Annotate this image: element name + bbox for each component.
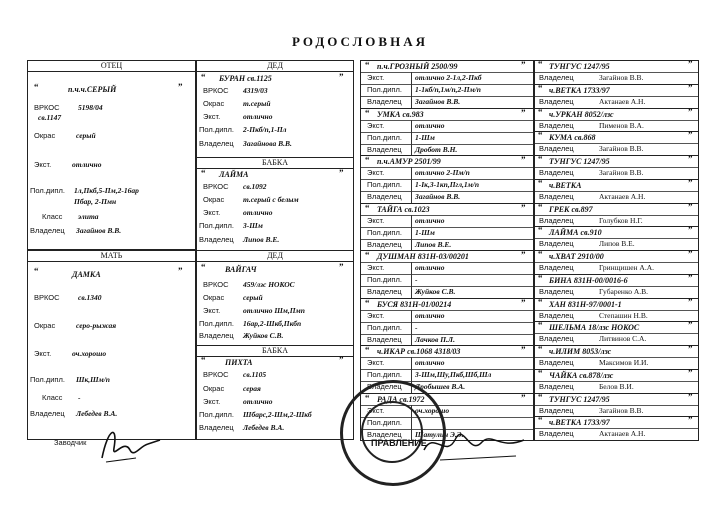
father-owner: Загайнов В.В. [76,226,122,235]
ancestor-name: ч.ИЛИМ 8053/лзс [549,347,612,356]
ancestor-name: ХАН 831Н-97/0001-1 [549,299,622,309]
mother-diploma: Шк,Шм/п [76,375,110,384]
row-divider [361,227,533,228]
quote-mark: ” [688,225,693,236]
owner-label: Владелец [367,97,402,106]
ancestor-name: ч.ВЕТКА 1733/97 [549,85,610,95]
row-divider [361,322,533,323]
quote-mark: ” [521,297,526,308]
ancestor-row [534,369,699,394]
great-grandparent-box [360,298,534,347]
ancestor-name: ШЕЛЬМА 18/лзс НОКОС [549,323,640,333]
quote-mark: “ [538,367,543,378]
quote-mark: ” [688,367,693,378]
ded2-exterior-label: Экст. [203,306,221,315]
ded2-exterior: отлично Шм,Пмп [243,306,305,315]
ded2-vrkos-label: ВРКОС [203,280,229,289]
diploma-value: - [415,322,418,332]
ded1-diploma: 2-Пкб/п,1-Пл [243,125,287,134]
row-divider [361,334,533,335]
quote-mark: ” [688,130,693,141]
quote-mark: “ [538,320,543,331]
owner-label: Владелец [539,405,574,415]
owner-label: Владелец [539,263,574,272]
ancestor-row [534,131,699,156]
babka2-vrkos: св.1105 [243,370,267,379]
quote-mark: “ [365,60,370,70]
exterior-label: Экст. [367,405,385,415]
great-grandparent-box [360,108,534,157]
owner-value: Литвинов С.А. [599,334,647,344]
ded2-color-label: Окрас [203,293,225,302]
row-divider [361,274,533,275]
diploma-label: Пол.дипл. [367,85,402,94]
diploma-value: 3-Шм,Шу,Пкб,Шб,Шл [415,370,492,379]
great-grandparent-name: ч.ИКАР св.1068 4318/03 [377,347,461,356]
great-grandparent-name: ДУШМАН 831Н-03/00201 [377,252,469,261]
ancestor-row [534,393,699,418]
mother-diploma-label: Пол.дипл. [30,375,65,384]
babka2-color: серая [243,384,261,393]
owner-label: Владелец [367,382,402,391]
owner-label: Владелец [539,215,574,225]
quote-mark: ” [521,250,526,260]
row-divider [361,179,533,180]
owner-label: Владелец [539,96,574,106]
exterior-label: Экст. [367,73,385,82]
ancestor-name: ч.ВЕТКА 1733/97 [549,418,610,428]
row-divider [361,84,533,85]
diploma-label: Пол.дипл. [367,180,402,189]
quote-mark: ” [688,82,693,93]
father-color: серый [76,131,96,140]
mother-vrkos: св.1340 [78,293,102,302]
ded1-color-label: Окрас [203,99,225,108]
quote-mark: ” [688,177,693,188]
owner-label: Владелец [367,192,402,201]
babka1-color: т.серый с белым [243,195,299,204]
breeder-label: Заводчик [54,438,87,447]
quote-mark: “ [365,297,370,308]
owner-value: Актанаев А.Н. [599,429,646,439]
ancestor-row [534,155,699,180]
quote-mark: ” [688,320,693,331]
mother-color-label: Окрас [34,321,56,330]
quote-mark: ” [688,201,693,212]
quote-mark: “ [538,225,543,236]
owner-label: Владелец [539,191,574,201]
ancestor-row [534,274,699,299]
ancestor-row [534,298,699,323]
owner-value: Загайнов В.В. [415,97,461,106]
row-divider [361,144,533,145]
father-header: ОТЕЦ [28,61,195,72]
exterior-value: отлично [415,120,445,130]
owner-label: Владелец [539,429,574,439]
owner-value: Лачков П.Л. [415,334,455,344]
mother-owner: Лебедев В.А. [76,409,118,418]
diploma-label: Пол.дипл. [367,132,402,142]
ancestor-row [534,203,699,228]
quote-mark: “ [365,345,370,355]
father-name: п.ч.ч.СЕРЫЙ [68,85,117,94]
great-grandparent-box [360,155,534,204]
quote-mark: ” [688,272,693,283]
babka1-vrkos-label: ВРКОС [203,182,229,191]
row-divider [361,239,533,240]
quote-mark: ” [521,202,526,213]
mother-exterior-label: Экст. [34,349,52,358]
ded1-color: т.серый [243,99,271,108]
babka1-name: ЛАЙМА [219,170,249,179]
quote-mark: ” [521,60,526,70]
great-grandparent-name: РАДА св.1972 [377,394,425,404]
ancestor-row [534,345,699,370]
owner-value: Гринщишен А.А. [599,263,655,272]
great-grandparent-name: БУСЯ 831Н-01/00214 [377,299,452,309]
row-divider [361,167,533,168]
owner-label: Владелец [539,73,574,82]
row-divider [361,96,533,97]
exterior-label: Экст. [367,120,385,130]
mother-class: - [78,393,81,402]
ancestor-name: ч.ВЕТКА [549,180,582,190]
owner-label: Владелец [367,144,402,154]
row-divider [361,369,533,370]
babka2-exterior: отлично [243,397,273,406]
father-class: элита [78,212,99,221]
diploma-label: Пол.дипл. [367,417,402,427]
great-grandparent-box [360,203,534,252]
diploma-label: Пол.дипл. [367,275,402,284]
babka2-vrkos-label: ВРКОС [203,370,229,379]
ded2-vrkos: 459/лзс НОКОС [243,280,295,289]
ded2-diploma-label: Пол.дипл. [199,319,234,328]
diploma-label: Пол.дипл. [367,322,402,332]
ancestor-row [534,416,699,441]
chairman-signature [420,420,530,470]
diploma-value: - [415,275,418,284]
owner-value: Липов В.Е. [415,239,452,249]
quote-mark: ” [521,392,526,403]
father-reg: св.1147 [38,113,62,122]
exterior-label: Экст. [367,263,385,272]
owner-label: Владелец [367,239,402,249]
quote-mark: ” [688,344,693,354]
document-title: РОДОСЛОВНАЯ [292,34,428,49]
ded1-diploma-label: Пол.дипл. [199,125,234,134]
exterior-value: отлично 2-Пм/п [415,168,470,177]
quote-mark: ” [688,391,693,402]
babka1-diploma: 3-Шм [243,221,263,230]
mother-color: серо-рыжая [76,321,117,330]
great-grandparent-name: п.ч.АМУР 2501/99 [377,157,441,166]
father-vrkos: 5198/04 [78,103,103,112]
ded2-box: ДЕД “ ” ВАЙГАЧ ВРКОС 459/лзс НОКОС Окрас серый Экст. отлично Шм,Пмп Пол.дипл. 16ар,2-Шкб,Пкбп Владелец Жуйков С.В. [196,250,354,346]
exterior-value: отлично [415,263,445,272]
quote-mark: ” [688,296,693,307]
owner-label: Владелец [539,120,574,130]
diploma-label: Пол.дипл. [367,370,402,379]
quote-mark: ” [688,59,693,69]
owner-label: Владелец [367,334,402,344]
ancestor-name: ТУНГУС 1247/95 [549,62,610,71]
owner-value: Загайнов В.В. [415,192,461,201]
owner-value: Шатулин Э.Э. [415,429,464,439]
ancestor-name: ГРЕК св.897 [549,204,593,214]
owner-value: Загайнов В.В. [599,144,644,154]
owner-label: Владелец [367,287,402,296]
mother-owner-label: Владелец [30,409,65,418]
column-divider [411,310,412,346]
exterior-value: отлично 2-1л,2-Пкб [415,73,482,82]
exterior-label: Экст. [367,168,385,177]
diploma-label: Пол.дипл. [367,227,402,237]
mother-name: ДАМКА [72,270,101,279]
ancestor-name: ч.ХВАТ 2910/00 [549,252,604,261]
ancestor-row [534,179,699,204]
ded1-exterior-label: Экст. [203,112,221,121]
quote-mark: ” [688,106,693,117]
ancestor-name: ТУНГУС 1247/95 [549,394,610,404]
father-box: ОТЕЦ “ ” п.ч.ч.СЕРЫЙ ВРКОС 5198/04 св.1147 Окрас серый Экст. отлично Пол.дипл. 1л,Пкб,5-Пм,2-16ар Пбар, 2-Пмн Класс элита Владелец Загайнов В.В. [27,60,196,250]
owner-label: Владелец [539,168,574,177]
mother-box: МАТЬ “ ” ДАМКА ВРКОС св.1340 Окрас серо-рыжая Экст. оч.хорошо Пол.дипл. Шк,Шм/п Класс - Владелец Лебедев В.А. [27,250,196,440]
owner-value: Пименов В.А. [599,120,644,130]
owner-label: Владелец [539,144,574,154]
great-grandparent-name: ТАЙГА св.1023 [377,204,430,214]
owner-value: Голубков Н.Г. [599,215,643,225]
quote-mark: ” [521,345,526,355]
babka2-diploma-label: Пол.дипл. [199,410,234,419]
quote-mark: “ [538,59,543,69]
ancestor-row [534,60,699,85]
mother-header: МАТЬ [28,251,195,262]
owner-value: Жуйков С.В. [415,287,456,296]
quote-mark: “ [365,392,370,403]
ancestor-name: ЧАЙКА св.878/лзс [549,370,614,380]
row-divider [361,191,533,192]
ded1-vrkos: 4319/03 [243,86,268,95]
ded1-name: БУРАН св.1125 [219,74,272,83]
babka1-vrkos: св.1092 [243,182,267,191]
ded2-name: ВАЙГАЧ [225,265,257,274]
quote-mark: “ [538,272,543,283]
babka1-header: БАБКА [197,158,353,169]
mother-class-label: Класс [42,393,63,402]
exterior-value: отлично [415,215,445,225]
ded1-box: ДЕД “ ” БУРАН св.1125 ВРКОС 4319/03 Окрас т.серый Экст. отлично Пол.дипл. 2-Пкб/п,1-Пл Владелец Загайнова В.В. [196,60,354,158]
row-divider [361,215,533,216]
quote-mark: ” [688,154,693,164]
father-vrkos-label: ВРКОС [34,103,60,112]
quote-mark: ” [521,107,526,118]
ded1-owner-label: Владелец [199,139,234,148]
owner-value: Губаренко А.В. [599,286,648,296]
babka1-color-label: Окрас [203,195,225,204]
owner-label: Владелец [539,310,574,320]
owner-value: Белов В.И. [599,381,634,391]
great-grandparent-box [360,60,534,109]
exterior-value: отлично [415,310,445,320]
father-exterior-label: Экст. [34,160,52,169]
owner-label: Владелец [539,358,574,367]
quote-mark: “ [538,249,543,259]
exterior-label: Экст. [367,310,385,320]
ded1-exterior: отлично [243,112,273,121]
quote-mark: ” [521,155,526,165]
diploma-value: 1-1кб/п,1м/п,2-Пм/п [415,85,481,94]
ded2-owner: Жуйков С.В. [243,331,284,340]
row-divider [361,286,533,287]
owner-value: Загайнов В.В. [599,168,644,177]
ancestor-row [534,226,699,251]
row-divider [361,120,533,121]
breeder-signature [96,418,166,468]
ancestor-name: ч.УРКАН 8052/лзс [549,109,614,119]
row-divider [361,310,533,311]
quote-mark: “ [538,130,543,141]
babka2-diploma: Шбарс,2-Шм,2-Шкб [243,410,312,419]
owner-value: Загайнов В.В. [599,73,644,82]
column-divider [411,215,412,251]
babka1-diploma-label: Пол.дипл. [199,221,234,230]
owner-label: Владелец [367,429,402,439]
owner-value: Загайнов В.В. [599,405,644,415]
babka1-owner-label: Владелец [199,235,234,244]
quote-mark: “ [538,106,543,117]
ded2-owner-label: Владелец [199,331,234,340]
owner-label: Владелец [539,286,574,296]
father-diploma-2: Пбар, 2-Пмн [74,197,117,206]
exterior-value: отлично [415,358,445,367]
babka2-box: БАБКА “ ” ПИХТА ВРКОС св.1105 Окрас серая Экст. отлично Пол.дипл. Шбарс,2-Шм,2-Шкб Владелец Лебедев В.А. [196,345,354,440]
row-divider [361,72,533,73]
quote-mark: “ [538,415,543,426]
father-exterior: отлично [72,160,102,169]
quote-mark: “ [538,154,543,164]
column-divider [411,262,412,298]
father-owner-label: Владелец [30,226,65,235]
quote-mark: ” [688,249,693,259]
seal-text: ПРАВЛЕНИЕ [371,438,427,448]
quote-mark: ” [688,415,693,426]
father-color-label: Окрас [34,131,56,140]
exterior-value: оч.хорошо [415,405,450,415]
ancestor-name: КУМА св.868 [549,133,596,143]
quote-mark: “ [538,82,543,93]
father-diploma-1: 1л,Пкб,5-Пм,2-16ар [74,186,139,195]
owner-label: Владелец [539,334,574,344]
father-class-label: Класс [42,212,63,221]
ancestor-name: ТУНГУС 1247/95 [549,157,610,166]
ded2-header: ДЕД [197,251,353,262]
babka1-box: БАБКА “ ” ЛАЙМА ВРКОС св.1092 Окрас т.серый с белым Экст. отлично Пол.дипл. 3-Шм Владелец Липов В.Е. [196,157,354,251]
quote-mark: “ [538,177,543,188]
ded1-owner: Загайнова В.В. [243,139,292,148]
quote-mark: “ [538,391,543,402]
diploma-value: 1-Шм [415,227,435,237]
owner-value: Дробышев В.А. [415,382,466,391]
exterior-label: Экст. [367,215,385,225]
owner-label: Владелец [539,381,574,391]
quote-mark: “ [365,155,370,165]
babka2-name: ПИХТА [225,358,253,367]
quote-mark: “ [538,296,543,307]
ded1-header: ДЕД [197,61,353,72]
ancestor-name: ЛАЙМА св.910 [549,228,602,238]
ancestor-row [534,108,699,133]
quote-mark: “ [365,107,370,118]
ancestor-row [534,84,699,109]
babka1-owner: Липов В.Е. [243,235,280,244]
diploma-value: 1-Шм [415,132,435,142]
ancestor-name: БИНА 831Н-00/0016-6 [549,275,628,285]
great-grandparent-box [360,250,534,299]
owner-value: Актанаев А.Н. [599,191,646,201]
diploma-value: 1-Iк,3-1кп,Пгл,1м/п [415,180,480,189]
ded2-color: серый [243,293,263,302]
babka2-color-label: Окрас [203,384,225,393]
babka2-header: БАБКА [197,346,353,357]
column-divider [411,120,412,156]
owner-value: Дробот В.Н. [415,144,458,154]
owner-value: Актанаев А.Н. [599,96,646,106]
babka1-exterior-label: Экст. [203,208,221,217]
great-grandparent-name: УМКА св.983 [377,109,424,119]
exterior-label: Экст. [367,358,385,367]
quote-mark: “ [538,201,543,212]
owner-value: Степашин Н.В. [599,310,648,320]
owner-label: Владелец [539,239,574,249]
quote-mark: “ [365,202,370,213]
quote-mark: “ [365,250,370,260]
father-diploma-label: Пол.дипл. [30,186,65,195]
owner-value: Максимов И.И. [599,358,649,367]
babka1-exterior: отлично [243,208,273,217]
column-divider [411,72,412,108]
ancestor-row [534,250,699,275]
owner-value: Липов В.Е. [599,239,635,249]
babka2-owner-label: Владелец [199,423,234,432]
row-divider [361,132,533,133]
row-divider [361,262,533,263]
row-divider [361,357,533,358]
great-grandparent-name: п.ч.ГРОЗНЫЙ 2500/99 [377,62,458,71]
column-divider [411,167,412,203]
ancestor-row [534,321,699,346]
babka2-owner: Лебедев В.А. [243,423,285,432]
quote-mark: “ [538,344,543,354]
ded2-diploma: 16ар,2-Шкб,Пкбп [243,319,302,328]
babka2-exterior-label: Экст. [203,397,221,406]
mother-exterior: оч.хорошо [72,349,107,358]
mother-vrkos-label: ВРКОС [34,293,60,302]
ded1-vrkos-label: ВРКОС [203,86,229,95]
